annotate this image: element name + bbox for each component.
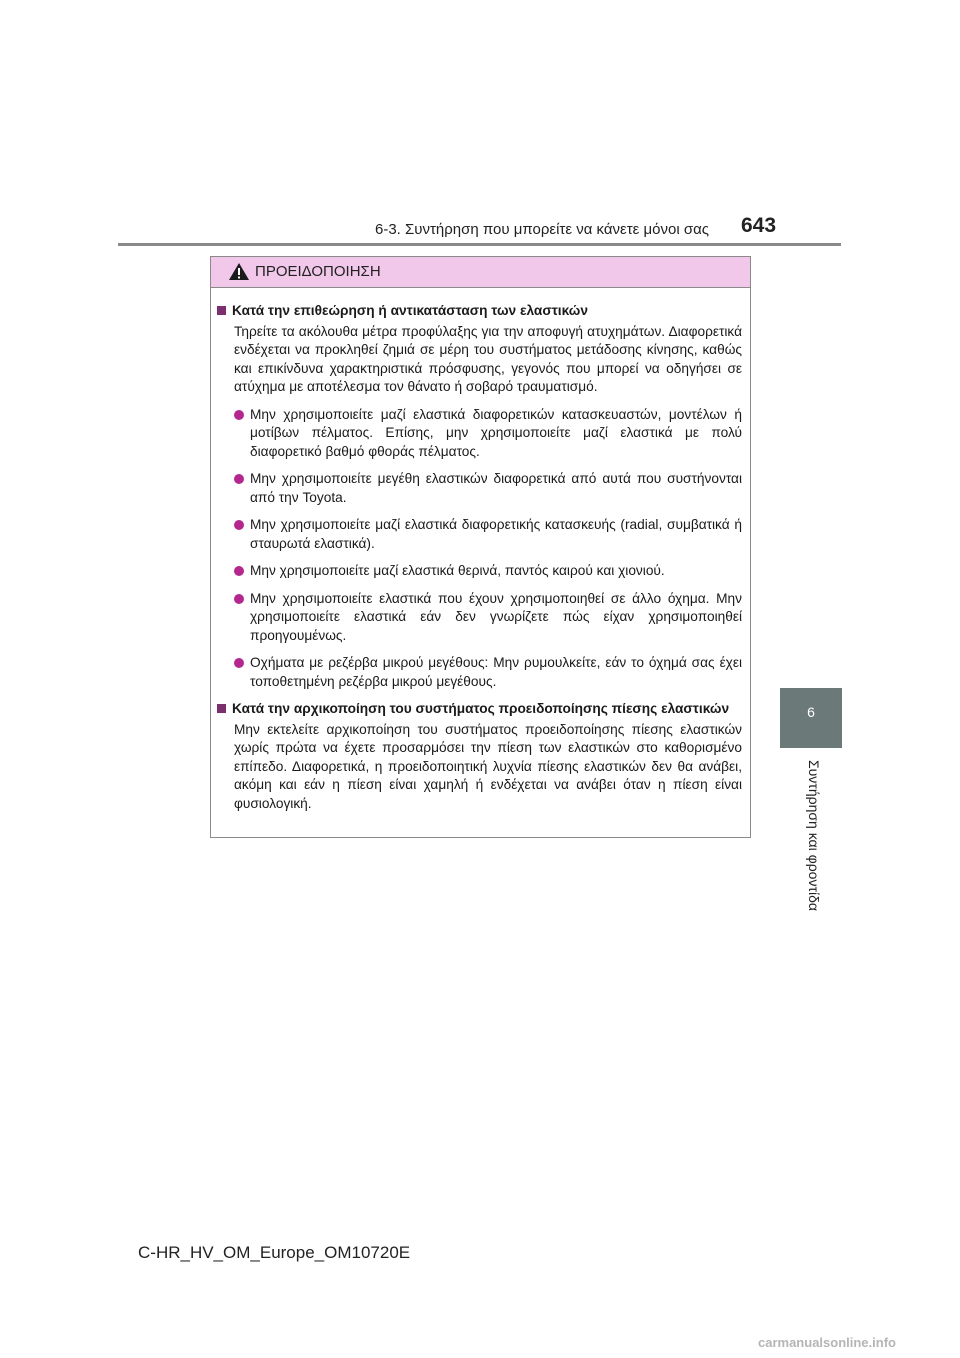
round-bullet-icon: [234, 410, 244, 420]
section-paragraph: Μην εκτελείτε αρχικοποίηση του συστήματος προειδοποίησης πίεσης ελαστικών χωρίς πρώτα να έχετε προσαρμόσει την πίεση των ελαστικών στο καθορισμένο επίπεδο. Διαφορετικά, η προειδοποιητική λυχνία πίεσης ελαστικών δεν θα ανάβει, ακόμη και εάν η πίεση είναι χαμηλή ή ενδέχεται να ανάβει όταν η πίεση είναι φυσιολογική.: [234, 721, 742, 811]
section-heading-text: Κατά την αρχικοποίηση του συστήματος προειδοποίησης πίεσης ελαστικών: [232, 701, 730, 716]
section-heading-text: Κατά την επιθεώρηση ή αντικατάσταση των ελαστικών: [232, 303, 588, 318]
bullet-item: [234, 590, 742, 646]
bullet-text: Οχήματα με ρεζέρβα μικρού μεγέθους: Μην ρυμουλκείτε, εάν το όχημά σας έχει τοποθετημένη ρεζέρβα μικρού μεγέθους.: [250, 655, 742, 689]
section-heading: [217, 700, 742, 719]
warning-title: ΠΡΟΕΙΔΟΠΟΙΗΣΗ: [255, 263, 381, 280]
bullet-text: Μην χρησιμοποιείτε μεγέθη ελαστικών διαφορετικά από αυτά που συστήνονται από την Toyota.: [250, 471, 742, 505]
square-bullet-icon: [217, 704, 226, 713]
section-paragraph: Τηρείτε τα ακόλουθα μέτρα προφύλαξης για την αποφυγή ατυχημάτων. Διαφορετικά ενδέχεται να προκληθεί ζημιά σε μέρη του συστήματος μετάδοσης κίνησης, καθώς και επικίνδυνα χαρακτηριστικά πρόσφυσης, γεγονός που μπορεί να οδηγήσει σε ατύχημα με αποτέλεσμα τον θάνατο ή σοβαρό τραυματισμό.: [234, 323, 742, 394]
document-code: C-HR_HV_OM_Europe_OM10720E: [138, 1243, 411, 1262]
bullet-item: [234, 470, 742, 507]
warning-header: [211, 257, 750, 288]
bullet-text: Μην χρησιμοποιείτε μαζί ελαστικά διαφορετικών κατασκευαστών, μοντέλων ή μοτίβων πέλματος. Επίσης, μην χρησιμοποιείτε μαζί ελαστικά με πολύ διαφορετικό βαθμό φθοράς πέλματος.: [250, 406, 742, 459]
round-bullet-icon: [234, 474, 244, 484]
bullet-item: [234, 406, 742, 462]
page-number: 643: [741, 214, 777, 237]
round-bullet-icon: [234, 658, 244, 668]
bullet-text: Μην χρησιμοποιείτε μαζί ελαστικά θερινά, παντός καιρού και χιονιού.: [250, 563, 665, 578]
bullet-item: [234, 516, 742, 553]
warning-box: [210, 256, 751, 838]
chapter-tab: [780, 688, 842, 748]
chapter-number: 6: [807, 704, 815, 720]
bullet-item: [234, 562, 742, 581]
square-bullet-icon: [217, 306, 226, 315]
chapter-label: Συντήρηση και φροντίδα: [806, 760, 822, 911]
round-bullet-icon: [234, 566, 244, 576]
section-heading: [217, 302, 742, 321]
bullet-text: Μην χρησιμοποιείτε μαζί ελαστικά διαφορετικής κατασκευής (radial, συμβατικά ή σταυρωτά ελαστικά).: [250, 517, 742, 551]
round-bullet-icon: [234, 520, 244, 530]
header-rule: [118, 243, 841, 246]
round-bullet-icon: [234, 594, 244, 604]
watermark: carmanualsonline.info: [758, 1335, 896, 1350]
header-section-title: 6-3. Συντήρηση που μπορείτε να κάνετε μόνοι σας: [375, 221, 709, 238]
warning-body: [211, 288, 750, 813]
bullet-text: Μην χρησιμοποιείτε ελαστικά που έχουν χρησιμοποιηθεί σε άλλο όχημα. Μην χρησιμοποιείτε ελαστικά εάν δεν γνωρίζετε πώς είχαν χρησιμοποιηθεί προηγουμένως.: [250, 590, 742, 643]
warning-triangle-icon: [228, 262, 250, 281]
bullet-item: [234, 654, 742, 691]
